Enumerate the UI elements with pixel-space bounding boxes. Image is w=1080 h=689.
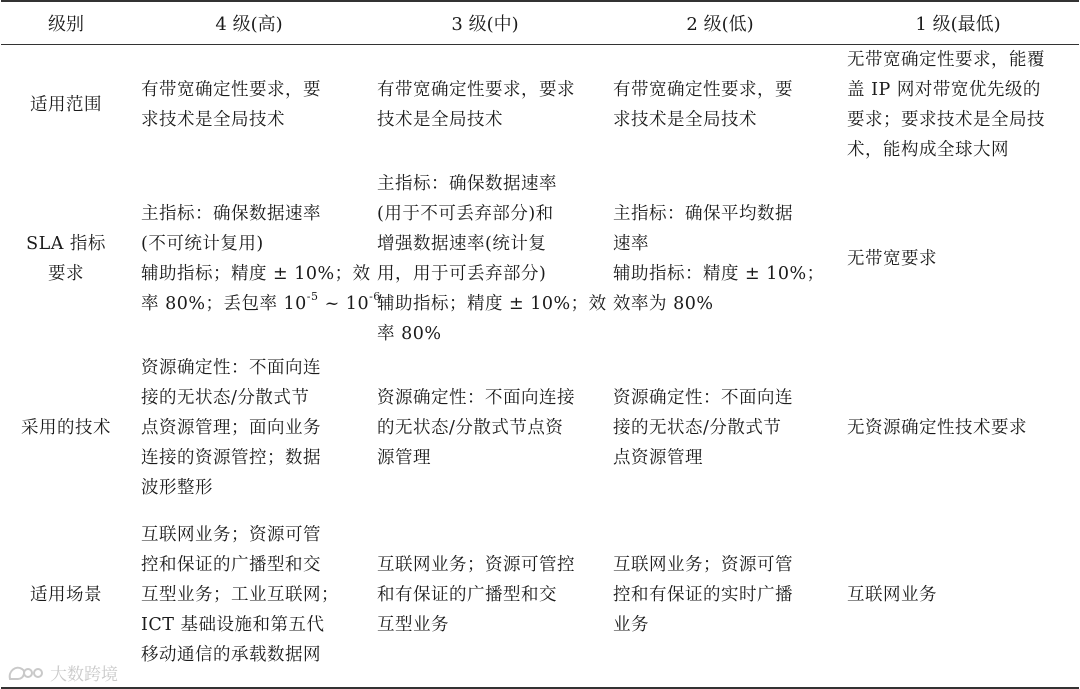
cell-technology-level-3 bbox=[367, 353, 603, 503]
cell-line: 接的无状态/分散式节 bbox=[613, 418, 782, 438]
cell-line: 术，能构成全球大网 bbox=[847, 140, 1009, 160]
table-row-scenarios bbox=[1, 503, 1079, 688]
row-label-line: 适用范围 bbox=[30, 95, 102, 115]
cell-sla-level-3 bbox=[367, 165, 607, 353]
cell-line: 无带宽确定性要求，能覆 bbox=[847, 50, 1045, 70]
cell-scenarios-level-3 bbox=[367, 503, 603, 688]
row-label-line: 适用场景 bbox=[30, 585, 102, 605]
cell-line: 技术是全局技术 bbox=[377, 110, 503, 130]
loss-rate-text: 率 80%；丢包率 10 bbox=[141, 294, 307, 314]
row-label-technology bbox=[1, 353, 131, 503]
watermark-text: 大数跨境 bbox=[50, 665, 118, 685]
cell-line: 源管理 bbox=[377, 448, 431, 468]
cell-line: (用于不可丢弃部分)和 bbox=[377, 204, 554, 224]
exponent-low: -5 bbox=[306, 290, 319, 304]
cell-line: 有带宽确定性要求，要求 bbox=[377, 80, 575, 100]
cell-line: 连接的资源管控；数据 bbox=[141, 448, 321, 468]
watermark bbox=[6, 660, 118, 685]
cell-line: 盖 IP 网对带宽优先级的 bbox=[847, 80, 1041, 100]
cell-line: 求技术是全局技术 bbox=[141, 110, 285, 130]
cell-line: 用，用于可丢弃部分) bbox=[377, 264, 547, 284]
table-row-sla bbox=[1, 165, 1079, 353]
cell-scope-level-3 bbox=[367, 45, 603, 166]
cell-line: 互型业务；工业互联网； bbox=[141, 585, 339, 605]
cell-scope-level-1 bbox=[837, 45, 1079, 166]
row-label-sla bbox=[1, 165, 131, 353]
cell-line: 主指标：确保数据速率 bbox=[141, 204, 321, 224]
cell-line: 控和有保证的实时广播 bbox=[613, 585, 793, 605]
cell-line: 点资源管理；面向业务 bbox=[141, 418, 321, 438]
cell-line: 要求；要求技术是全局技 bbox=[847, 110, 1045, 130]
cell-technology-level-1 bbox=[837, 353, 1079, 503]
cell-scenarios-level-2 bbox=[603, 503, 837, 688]
cell-line: 互联网业务；资源可管 bbox=[141, 525, 321, 545]
table-row-scope bbox=[1, 45, 1079, 166]
header-level: 级别 bbox=[1, 1, 131, 45]
header-level-1: 1 级(最低) bbox=[837, 1, 1079, 45]
cell-line: (不可统计复用) bbox=[141, 234, 264, 254]
cell-line: 辅助指标；精度 ± 10%；效 bbox=[141, 264, 371, 284]
cell-line: 的无状态/分散式节点资 bbox=[377, 418, 564, 438]
cell-line: 资源确定性：不面向连 bbox=[141, 358, 321, 378]
cell-scope-level-4 bbox=[131, 45, 367, 166]
cell-line: 效率为 80% bbox=[613, 294, 714, 314]
exponent-high: -6 bbox=[369, 290, 381, 304]
cell-sla-level-2 bbox=[603, 165, 837, 353]
cell-line: 率 80% bbox=[377, 324, 442, 344]
header-row bbox=[1, 1, 1079, 45]
cell-scenarios-level-4 bbox=[131, 503, 367, 688]
header-level-3: 3 级(中) bbox=[367, 1, 603, 45]
range-separator: ~ 10 bbox=[318, 294, 370, 314]
cell-line: 无资源确定性技术要求 bbox=[847, 418, 1027, 438]
header-level-2: 2 级(低) bbox=[603, 1, 837, 45]
cell-line: 主指标：确保平均数据 bbox=[613, 204, 793, 224]
cell-line: 接的无状态/分散式节 bbox=[141, 388, 310, 408]
cell-sla-level-4 bbox=[131, 165, 381, 353]
cell-line: 增强数据速率(统计复 bbox=[377, 234, 547, 254]
cell-line: ICT 基础设施和第五代 bbox=[141, 615, 325, 635]
row-label-line: SLA 指标 bbox=[26, 234, 106, 254]
cell-line: 控和保证的广播型和交 bbox=[141, 555, 321, 575]
cell-line: 资源确定性：不面向连接 bbox=[377, 388, 575, 408]
row-label-line: 要求 bbox=[48, 264, 84, 284]
table-row-technology bbox=[1, 353, 1079, 503]
watermark-logo-icon bbox=[6, 661, 46, 685]
cell-line: 互联网业务 bbox=[847, 585, 937, 605]
cell-technology-level-2 bbox=[603, 353, 837, 503]
cell-line: 有带宽确定性要求，要 bbox=[141, 80, 321, 100]
cell-line: 无带宽要求 bbox=[847, 249, 937, 269]
table-header bbox=[1, 1, 1079, 45]
cell-line: 辅助指标；精度 ± 10%；效 bbox=[377, 294, 607, 314]
cell-line: 移动通信的承载数据网 bbox=[141, 645, 321, 665]
cell-line: 业务 bbox=[613, 615, 649, 635]
cell-line: 速率 bbox=[613, 234, 649, 254]
cell-line: 波形整形 bbox=[141, 478, 213, 498]
cell-line: 和有保证的广播型和交 bbox=[377, 585, 557, 605]
cell-scope-level-2 bbox=[603, 45, 837, 166]
cell-line: 有带宽确定性要求，要 bbox=[613, 80, 793, 100]
cell-sla-level-1 bbox=[837, 165, 1079, 353]
cell-line: 资源确定性：不面向连 bbox=[613, 388, 793, 408]
header-level-4: 4 级(高) bbox=[131, 1, 367, 45]
row-label-line: 采用的技术 bbox=[21, 418, 111, 438]
cell-line: 点资源管理 bbox=[613, 448, 703, 468]
cell-technology-level-4 bbox=[131, 353, 367, 503]
cell-line bbox=[141, 289, 381, 319]
cell-scenarios-level-1 bbox=[837, 503, 1079, 688]
row-label-scope bbox=[1, 45, 131, 166]
cell-line: 互联网业务；资源可管控 bbox=[377, 555, 575, 575]
cell-line: 互联网业务；资源可管 bbox=[613, 555, 793, 575]
cell-line: 求技术是全局技术 bbox=[613, 110, 757, 130]
cell-line: 辅助指标：精度 ± 10%； bbox=[613, 264, 825, 284]
cell-line: 主指标：确保数据速率 bbox=[377, 174, 557, 194]
cell-line: 互型业务 bbox=[377, 615, 449, 635]
level-comparison-table bbox=[1, 0, 1079, 689]
table-body bbox=[1, 45, 1079, 689]
